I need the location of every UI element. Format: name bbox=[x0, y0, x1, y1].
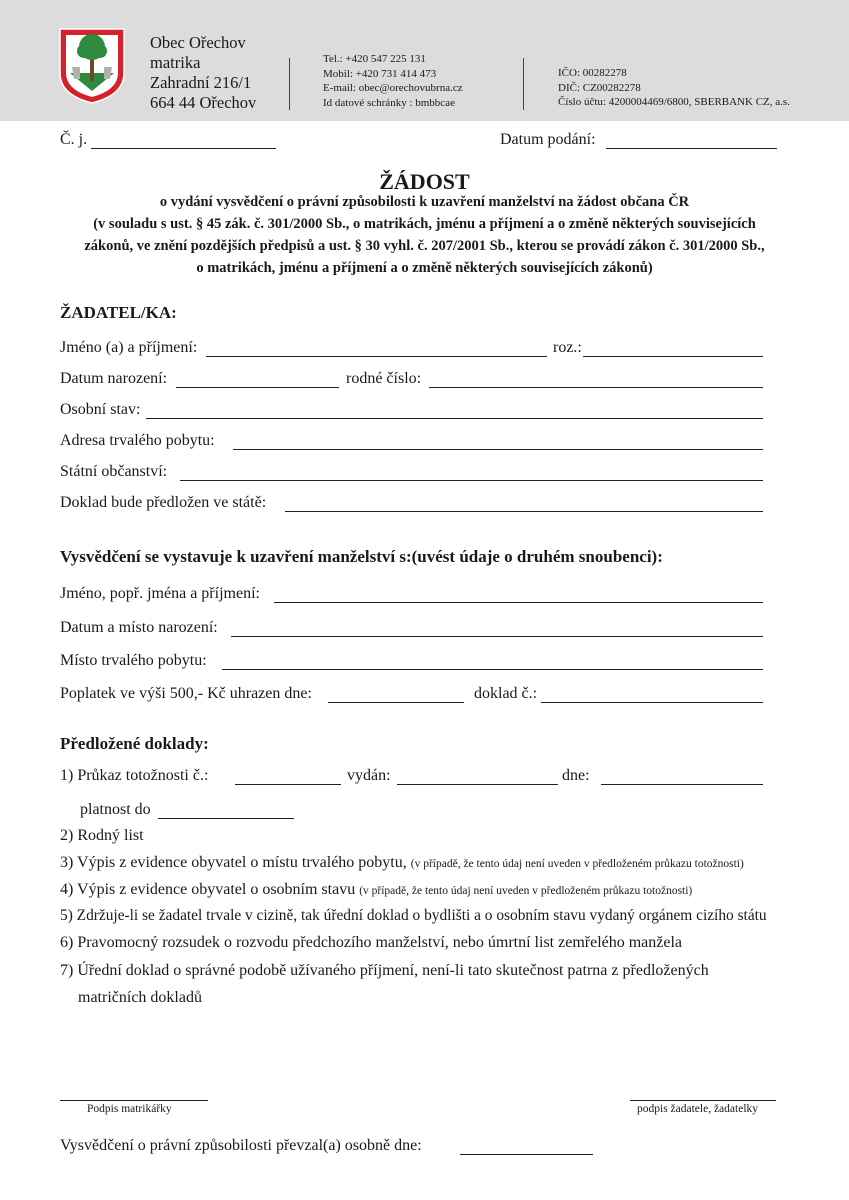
cj-label: Č. j. bbox=[60, 131, 88, 148]
header-divider bbox=[289, 58, 290, 110]
registrar-signature-field[interactable] bbox=[60, 1100, 208, 1101]
id-issued-field[interactable] bbox=[397, 784, 558, 785]
contact-info bbox=[323, 52, 463, 110]
title-subline: zákonů, ve znění pozdějších předpisů a ust. § 30 vyhl. č. 207/2001 Sb., kterou se provádí zákon č. 301/2000 Sb., bbox=[84, 238, 765, 254]
partner-residence-label: Místo trvalého pobytu: bbox=[60, 652, 207, 669]
permanent-address-field[interactable] bbox=[233, 449, 763, 450]
citizenship-field[interactable] bbox=[180, 480, 763, 481]
citizenship-label: Státní občanství: bbox=[60, 463, 168, 480]
maiden-name-label: roz.: bbox=[553, 339, 582, 356]
birth-date-field[interactable] bbox=[176, 387, 339, 388]
document-country-field[interactable] bbox=[285, 511, 763, 512]
title-subline: o vydání vysvědčení o právní způsobilosti k uzavření manželství na žádost občana ČR bbox=[159, 194, 690, 210]
title-subline: o matrikách, jménu a příjmení a o změně některých souvisejících zákonů) bbox=[196, 260, 653, 276]
documents-heading: Předložené doklady: bbox=[60, 734, 209, 753]
contact-phone: Tel.: +420 547 225 131 bbox=[323, 53, 426, 65]
fee-paid-date-field[interactable] bbox=[328, 702, 464, 703]
bank-account: Číslo účtu: 4200004469/6800, SBERBANK CZ, a.s. bbox=[558, 96, 790, 108]
id-date-field[interactable] bbox=[601, 784, 763, 785]
id-issued-label: vydán: bbox=[347, 767, 391, 784]
birth-date-label: Datum narození: bbox=[60, 370, 168, 387]
contact-databox: Id datové schránky : bmbbcae bbox=[323, 96, 455, 109]
doc-item-divorce: 6) Pravomocný rozsudek o rozvodu předchozího manželství, nebo úmrtní list zemřelého manžela bbox=[60, 934, 683, 951]
header-divider bbox=[523, 58, 524, 110]
org-name: Obec Ořechov bbox=[150, 33, 246, 52]
id-validity-label: platnost do bbox=[80, 801, 151, 818]
maiden-name-field[interactable] bbox=[583, 356, 763, 357]
fee-paid-label: Poplatek ve výši 500,- Kč uhrazen dne: bbox=[60, 685, 312, 702]
cj-field[interactable] bbox=[91, 148, 276, 149]
dic: DIČ: CZ00282278 bbox=[558, 81, 641, 94]
id-validity-field[interactable] bbox=[158, 818, 294, 819]
applicant-name-field[interactable] bbox=[206, 356, 547, 357]
org-dept: matrika bbox=[150, 53, 201, 72]
doc-item-surname: 7) Úřední doklad o správné podobě užívaného příjmení, není-li tato skutečnost patrna z předložených bbox=[60, 962, 709, 979]
company-ids bbox=[558, 66, 790, 110]
partner-name-field[interactable] bbox=[274, 602, 763, 603]
doc-item-birth-certificate: 2) Rodný list bbox=[60, 827, 144, 844]
partner-residence-field[interactable] bbox=[222, 669, 763, 670]
org-street: Zahradní 216/1 bbox=[150, 73, 252, 92]
permanent-address-label: Adresa trvalého pobytu: bbox=[60, 432, 215, 449]
submission-date-field[interactable] bbox=[606, 148, 777, 149]
partner-name-label: Jméno, popř. jména a příjmení: bbox=[60, 585, 260, 602]
submission-date-label: Datum podání: bbox=[500, 131, 596, 148]
id-card-label: 1) Průkaz totožnosti č.: bbox=[60, 767, 209, 784]
municipal-crest-icon bbox=[58, 27, 126, 105]
applicant-heading: ŽADATEL/KA: bbox=[60, 303, 177, 322]
id-card-number-field[interactable] bbox=[235, 784, 341, 785]
applicant-signature-caption: podpis žadatele, žadatelky bbox=[637, 1103, 759, 1115]
applicant-signature-field[interactable] bbox=[630, 1100, 776, 1101]
birth-number-field[interactable] bbox=[429, 387, 763, 388]
letterhead bbox=[0, 0, 849, 121]
applicant-name-label: Jméno (a) a příjmení: bbox=[60, 339, 198, 356]
doc-item-note: (v případě, že tento údaj není uveden v předloženém průkazu totožnosti) bbox=[359, 885, 693, 897]
id-date-label: dne: bbox=[562, 767, 590, 784]
marital-status-field[interactable] bbox=[146, 418, 763, 419]
receipt-number-label: doklad č.: bbox=[474, 685, 538, 702]
collected-date-label: Vysvědčení o právní způsobilosti převzal(a) osobně dne: bbox=[60, 1137, 422, 1154]
marital-status-label: Osobní stav: bbox=[60, 401, 141, 418]
partner-birth-label: Datum a místo narození: bbox=[60, 619, 218, 636]
doc-item-text: 3) Výpis z evidence obyvatel o místu trvalého pobytu, bbox=[60, 854, 407, 871]
ico: IČO: 00282278 bbox=[558, 67, 627, 79]
receipt-number-field[interactable] bbox=[541, 702, 763, 703]
doc-item-residence-extract bbox=[60, 854, 744, 872]
partner-heading: Vysvědčení se vystavuje k uzavření manželství s:(uvést údaje o druhém snoubenci): bbox=[60, 547, 663, 566]
contact-email: E-mail: obec@orechovubrna.cz bbox=[323, 82, 463, 94]
doc-item-surname-cont: matričních dokladů bbox=[78, 989, 202, 1006]
doc-item-text: 4) Výpis z evidence obyvatel o osobním stavu bbox=[60, 881, 356, 898]
org-address bbox=[150, 33, 256, 113]
birth-number-label: rodné číslo: bbox=[346, 370, 422, 387]
collected-date-field[interactable] bbox=[460, 1154, 593, 1155]
doc-item-abroad: 5) Zdržuje-li se žadatel trvale v cizině, tak úřední doklad o bydlišti a o osobním stavu vydaný orgánem cizího státu bbox=[60, 907, 767, 924]
contact-mobile: Mobil: +420 731 414 473 bbox=[323, 67, 437, 80]
partner-birth-field[interactable] bbox=[231, 636, 763, 637]
doc-item-note: (v případě, že tento údaj není uveden v předloženém průkazu totožnosti) bbox=[410, 858, 744, 870]
page-title: ŽÁDOST bbox=[379, 169, 470, 194]
title-subline: (v souladu s ust. § 45 zák. č. 301/2000 Sb., o matrikách, jménu a příjmení a o změně některých souvisejících bbox=[93, 216, 756, 232]
doc-item-marital-extract bbox=[60, 881, 692, 899]
document-country-label: Doklad bude předložen ve státě: bbox=[60, 494, 267, 511]
org-city: 664 44 Ořechov bbox=[150, 93, 257, 112]
registrar-signature-caption: Podpis matrikářky bbox=[87, 1103, 172, 1115]
